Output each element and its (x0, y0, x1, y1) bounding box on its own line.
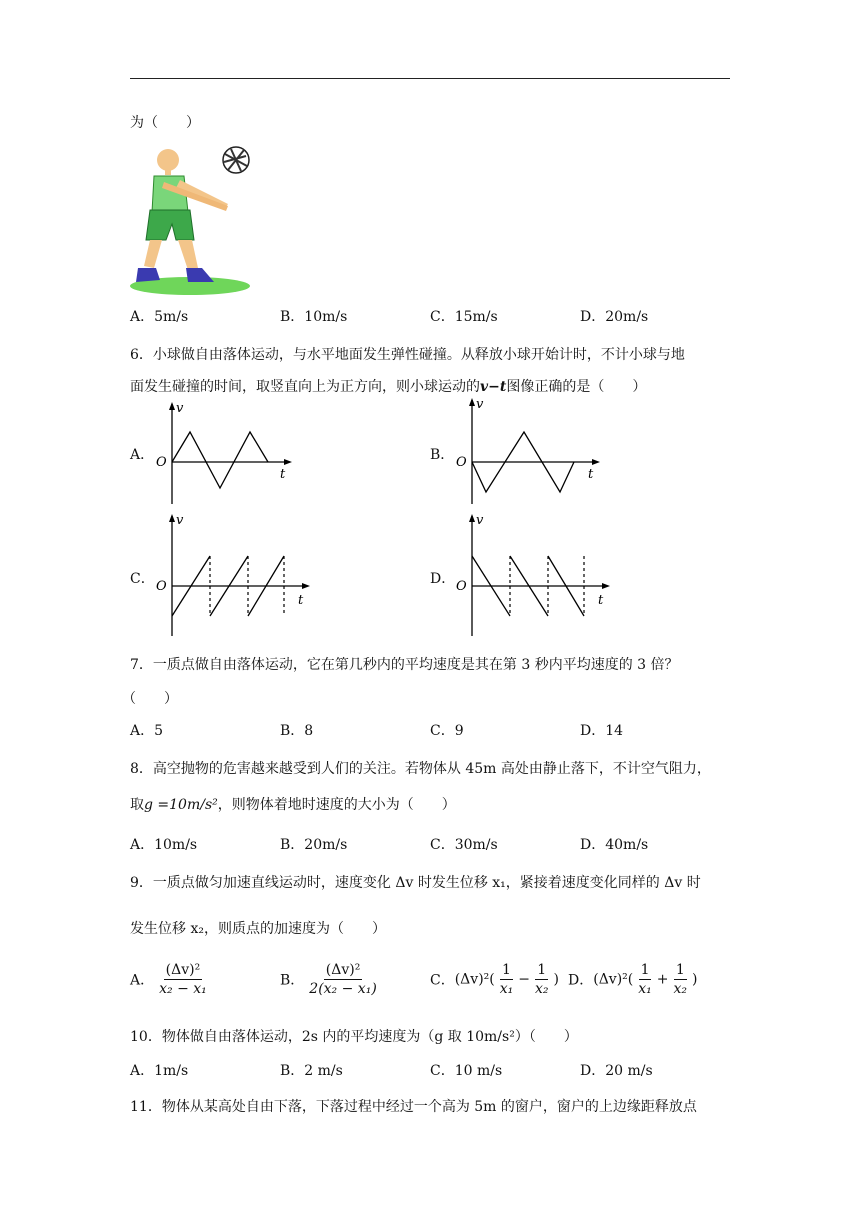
q6-line2: 面发生碰撞的时间，取竖直向上为正方向，则小球运动的v−t图像正确的是（ ） (130, 379, 647, 395)
q6-graph-d (450, 512, 620, 638)
svg-text:t: t (598, 593, 604, 608)
svg-text:O: O (456, 455, 467, 470)
q9-option-a: A． $\frac{\text{(Δv)²}}{\text{x₂ − x₁}}$ (130, 962, 207, 997)
svg-text:O: O (156, 579, 167, 594)
svg-text:O: O (456, 579, 467, 594)
q8-option-a: A．10m/s (130, 837, 198, 853)
svg-text:v: v (176, 513, 184, 528)
q9-line2: 发生位移 x₂，则质点的加速度为（ ） (130, 921, 386, 937)
q9-option-b: B． $\frac{\text{(Δv)²}}{\text{2(x₂ − x₁)}}$ (280, 962, 377, 997)
q8-line1: 8．高空抛物的危害越来越受到人们的关注。若物体从 45m 高处由静止落下，不计空气阻力， (130, 761, 711, 777)
svg-text:v: v (476, 397, 484, 412)
q9-option-d: D．(Δv)²( $\frac{1}{\text{x₁}}$ + $\frac{1}{\text{x₂}}$ ) (568, 962, 698, 997)
q6-option-b-label: B． (430, 447, 455, 463)
q6-option-d-label: D． (430, 571, 456, 587)
q7-line2: （ ） (122, 691, 178, 707)
q5-option-a: A．5m/s (130, 309, 189, 325)
header-rule (130, 78, 730, 79)
q5-option-c: C．15m/s (430, 309, 498, 325)
svg-text:t: t (588, 467, 594, 482)
volleyball-player-illustration (128, 140, 254, 300)
q11-line1: 11．物体从某高处自由下落，下落过程中经过一个高为 5m 的窗户，窗户的上边缘距释放点 (130, 1099, 697, 1115)
q8-option-b: B．20m/s (280, 837, 348, 853)
q8-option-d: D．40m/s (580, 837, 649, 853)
q10-option-b: B．2 m/s (280, 1063, 343, 1079)
q8-line2: 取g =10m/s²，则物体着地时速度的大小为（ ） (130, 797, 456, 813)
q6-option-c-label: C． (130, 571, 155, 587)
q6-graph-b (450, 396, 610, 506)
q7-option-a: A．5 (130, 723, 164, 739)
q7-option-c: C．9 (430, 723, 464, 739)
q10-option-d: D．20 m/s (580, 1063, 653, 1079)
q7-line1: 7．一质点做自由落体运动，它在第几秒内的平均速度是其在第 3 秒内平均速度的 3 倍？ (130, 657, 679, 673)
svg-text:v: v (476, 513, 484, 528)
svg-text:t: t (298, 593, 304, 608)
q10-option-c: C．10 m/s (430, 1063, 503, 1079)
q9-line1: 9．一质点做匀加速直线运动时，速度变化 Δv 时发生位移 x₁，紧接着速度变化同样的 Δv 时 (130, 875, 701, 891)
q5-option-b: B．10m/s (280, 309, 348, 325)
q6-option-a-label: A． (130, 447, 155, 463)
q6-line1: 6．小球做自由落体运动，与水平地面发生弹性碰撞。从释放小球开始计时，不计小球与地 (130, 347, 685, 363)
q9-option-c: C．(Δv)²( $\frac{1}{\text{x₁}}$ − $\frac{1}{\text{x₂}}$ ) (430, 962, 559, 997)
q7-option-d: D．14 (580, 723, 624, 739)
q10-line1: 10．物体做自由落体运动，2s 内的平均速度为（g 取 10m/s²）（ ） (130, 1029, 578, 1045)
svg-text:t: t (280, 467, 286, 482)
q6-graph-a (150, 400, 300, 506)
q5-option-d: D．20m/s (580, 309, 649, 325)
q7-option-b: B．8 (280, 723, 314, 739)
svg-text:O: O (156, 455, 167, 470)
question-continuation: 为（ ） (130, 115, 200, 131)
svg-text:v: v (176, 401, 184, 416)
q10-option-a: A．1m/s (130, 1063, 189, 1079)
q8-option-c: C．30m/s (430, 837, 498, 853)
q6-graph-c (150, 512, 320, 638)
